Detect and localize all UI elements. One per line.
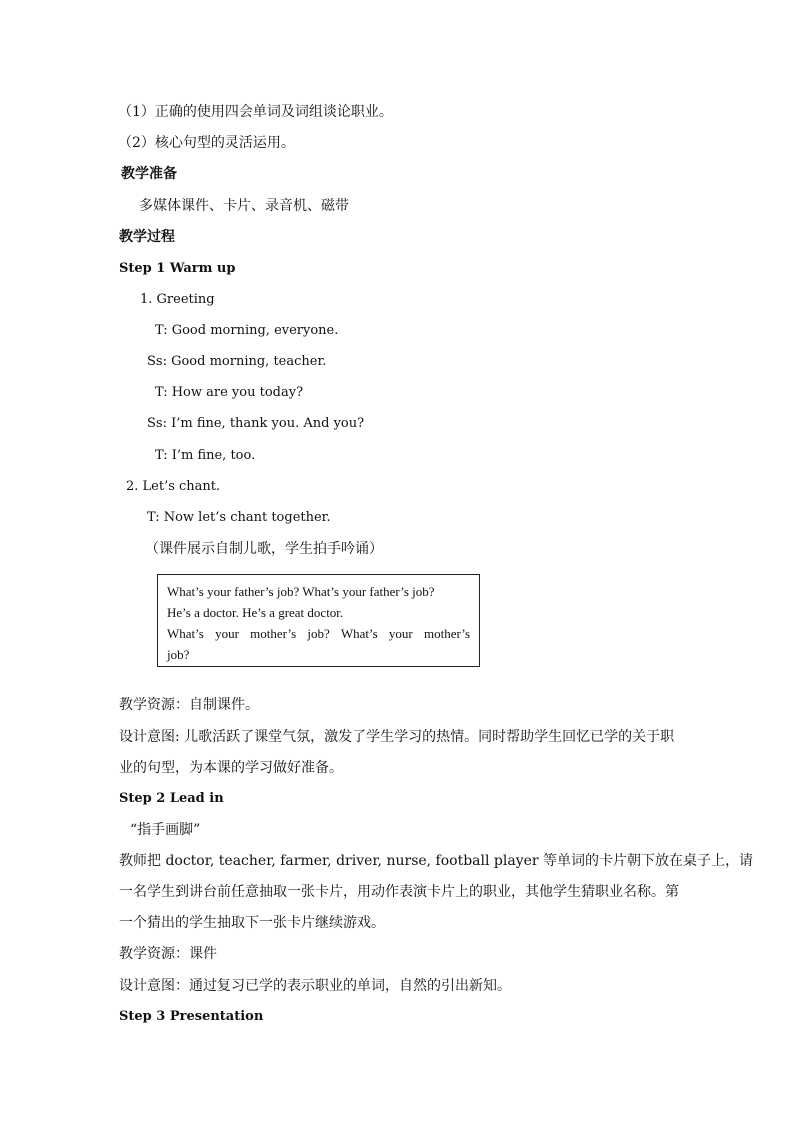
dialogue-line: Ss: Good morning, teacher. xyxy=(147,354,327,369)
chant-title: 2. Let’s chant. xyxy=(126,479,221,494)
chant-line: What’s your father’s job? What’s your father’s job? xyxy=(167,584,435,599)
step1-intent-line: 业的句型，为本课的学习做好准备。 xyxy=(119,760,343,776)
dialogue-line: T: I’m fine, too. xyxy=(155,448,256,463)
process-heading: 教学过程 xyxy=(119,229,175,245)
objective-item-1: （1）正确的使用四会单词及词组谈论职业。 xyxy=(118,104,393,120)
chant-text-box xyxy=(157,574,480,667)
chant-instruction: T: Now let’s chant together. xyxy=(147,510,331,525)
step1-heading: Step 1 Warm up xyxy=(119,261,236,276)
step2-desc-line: 教师把 doctor, teacher, farmer, driver, nurse, football player 等单词的卡片朝下放在桌子上，请 xyxy=(119,853,754,869)
greeting-title: 1. Greeting xyxy=(140,292,215,307)
preparation-content: 多媒体课件、卡片、录音机、磁带 xyxy=(139,198,349,214)
chant-note: （课件展示自制儿歌，学生拍手吟诵） xyxy=(145,541,383,557)
dialogue-line: T: How are you today? xyxy=(155,385,304,400)
step1-intent-line: 设计意图: 儿歌活跃了课堂气氛，激发了学生学习的热情。同时帮助学生回忆已学的关于职 xyxy=(119,729,675,745)
step2-resource: 教学资源：课件 xyxy=(119,946,217,962)
step2-desc-line: 一个猜出的学生抽取下一张卡片继续游戏。 xyxy=(119,915,385,931)
objective-item-2: （2）核心句型的灵活运用。 xyxy=(118,135,295,151)
step1-resource: 教学资源：自制课件。 xyxy=(119,697,259,713)
step2-intent: 设计意图：通过复习已学的表示职业的单词，自然的引出新知。 xyxy=(119,978,511,994)
dialogue-line: Ss: I’m fine, thank you. And you? xyxy=(147,416,365,431)
chant-line: job? xyxy=(167,647,190,662)
preparation-heading: 教学准备 xyxy=(121,166,177,182)
chant-line: He’s a doctor. He’s a great doctor. xyxy=(167,605,344,620)
step2-heading: Step 2 Lead in xyxy=(119,791,224,806)
chant-line: What’s your mother’s job? What’s your mother’s xyxy=(167,626,470,641)
step2-desc-line: 一名学生到讲台前任意抽取一张卡片，用动作表演卡片上的职业，其他学生猜职业名称。第 xyxy=(119,884,679,900)
dialogue-line: T: Good morning, everyone. xyxy=(155,323,339,338)
game-name: “指手画脚” xyxy=(130,822,201,838)
step3-heading: Step 3 Presentation xyxy=(119,1009,264,1024)
